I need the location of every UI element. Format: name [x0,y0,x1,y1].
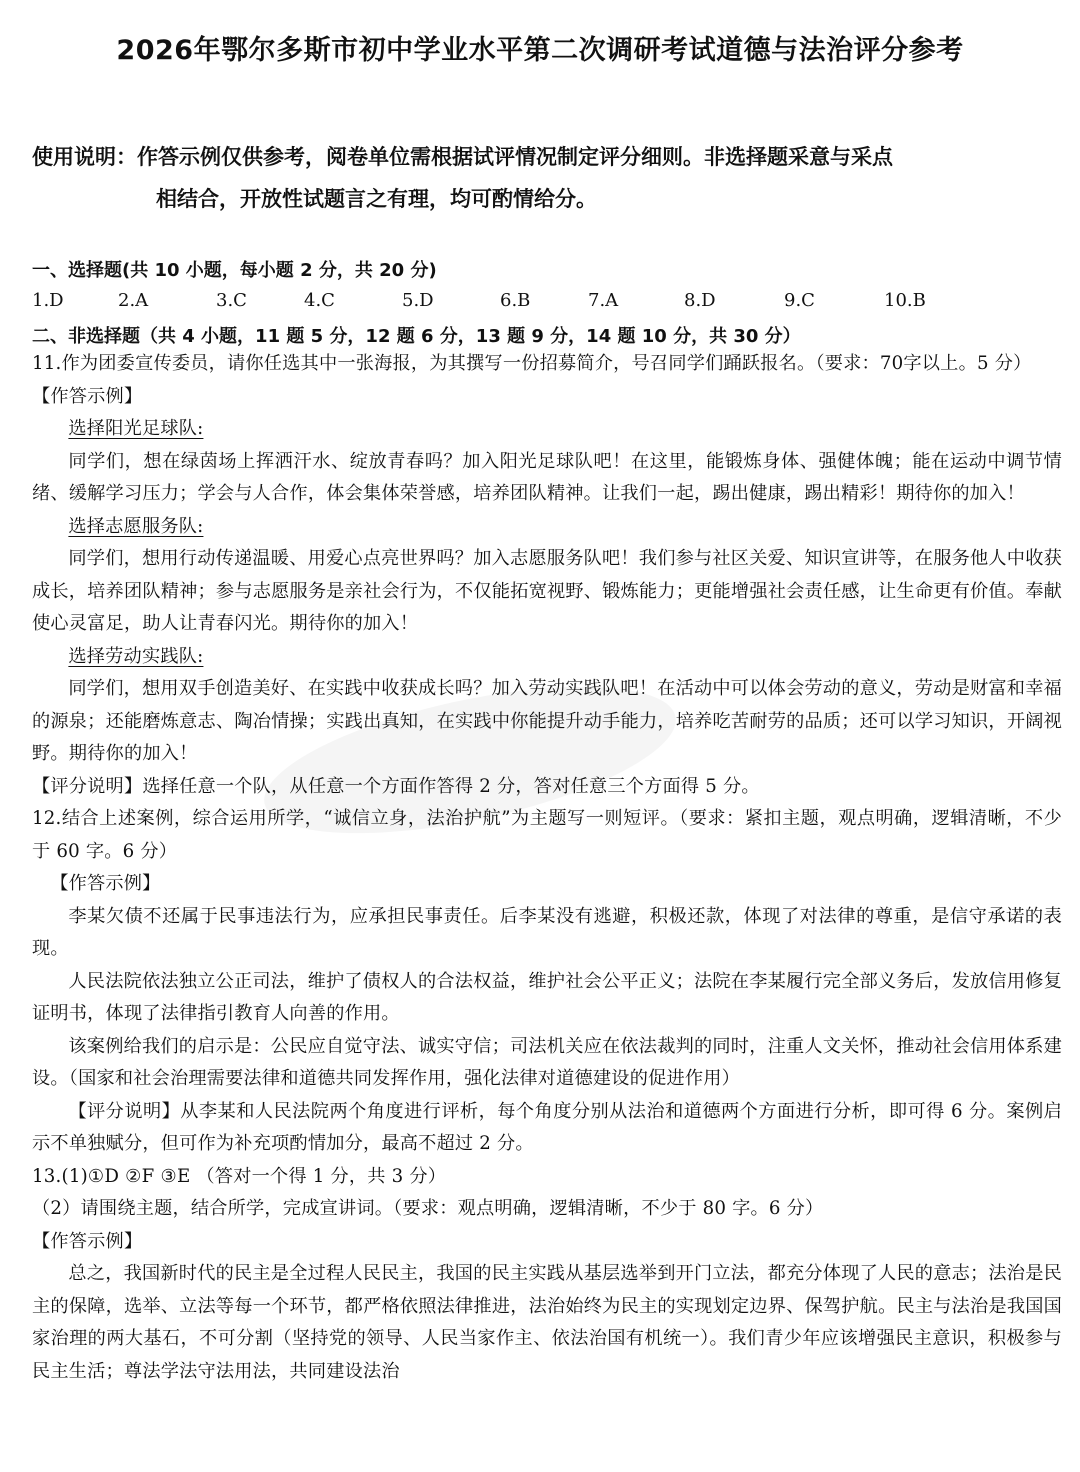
usage-note [32,136,1060,220]
answer-body [32,348,1062,1388]
answer-9: 9.C [784,290,815,311]
q11-question: 11.作为团委宣传委员，请你任选其中一张海报，为其撰写一份招募简介，号召同学们踊跃报名。（要求：70字以上。5 分） [32,353,1032,374]
q13-example-label: 【作答示例】 [32,1230,143,1252]
answer-3: 3.C [216,290,247,311]
q12-question: 12.结合上述案例，综合运用所学，“诚信立身，法治护航”为主题写一则短评。（要求：紧扣主题，观点明确，逻辑清晰，不少于 60 字。6 分） [32,808,1062,862]
section-heading-nonchoice: 二、非选择题（共 4 小题，11 题 5 分，12 题 6 分，13 题 9 分，14 题 10 分，共 30 分） [32,326,801,347]
answer-7: 7.A [588,290,619,311]
document-title: 2026年鄂尔多斯市初中学业水平第二次调研考试道德与法治评分参考 [116,35,964,66]
answer-5: 5.D [402,290,434,311]
usage-note-line2: 相结合，开放性试题言之有理，均可酌情给分。 [156,187,597,211]
q11-scoring: 【评分说明】选择任意一个队，从任意一个方面作答得 2 分，答对任意三个方面得 5 分。 [32,775,760,797]
answer-6: 6.B [500,290,531,311]
q11-option2-title: 选择志愿服务队: [68,515,204,537]
q13-part2: （2）请围绕主题，结合所学，完成宣讲词。（要求：观点明确，逻辑清晰，不少于 80 字。6 分） [32,1198,824,1219]
q11-option3-title: 选择劳动实践队: [68,645,204,667]
q12-paragraph-3: 该案例给我们的启示是：公民应自觉守法、诚实守信；司法机关应在依法裁判的同时，注重人文关怀，推动社会信用体系建设。（国家和社会治理需要法律和道德共同发挥作用，强化法律对道德建设的促进作用） [32,1035,1062,1089]
usage-note-line1: 使用说明：作答示例仅供参考，阅卷单位需根据试评情况制定评分细则。非选择题采意与采点 [32,145,893,169]
section-heading-choice: 一、选择题(共 10 小题，每小题 2 分，共 20 分) [32,260,437,281]
answer-2: 2.A [118,290,149,311]
q12-paragraph-1: 李某欠债不还属于民事违法行为，应承担民事责任。后李某没有逃避，积极还款，体现了对法律的尊重，是信守承诺的表现。 [32,905,1062,959]
answer-1: 1.D [32,290,64,311]
q11-option1-title: 选择阳光足球队: [68,418,204,439]
q12-paragraph-2: 人民法院依法独立公正司法，维护了债权人的合法权益，维护社会公平正义；法院在李某履行完全部义务后，发放信用修复证明书，体现了法律指引教育人向善的作用。 [32,970,1062,1024]
q13-paragraph-1: 总之，我国新时代的民主是全过程人民民主，我国的民主实践从基层选举到开门立法，都充分体现了人民的意志；法治是民主的保障，选举、立法等每一个环节，都严格依照法律推进，法治始终为民主的实现划定边界、保驾护航。民主与法治是我国国家治理的两大基石，不可分割（坚持党的领导、人民当家作主、依法治国有机统一）。我们青少年应该增强民主意识，积极参与民主生活；尊法学法守法用法，共同建设法治 [32,1263,1062,1382]
q11-example-label: 【作答示例】 [32,385,143,407]
answer-8: 8.D [684,290,716,311]
q11-option2-text: 同学们，想用行动传递温暖、用爱心点亮世界吗？加入志愿服务队吧！我们参与社区关爱、知识宣讲等，在服务他人中收获成长，培养团队精神；参与志愿服务是亲社会行为，不仅能拓宽视野、锻炼能力；更能增强社会责任感，让生命更有价值。奉献使心灵富足，助人让青春闪光。期待你的加入！ [32,548,1062,634]
q11-option1-text: 同学们，想在绿茵场上挥洒汗水、绽放青春吗？加入阳光足球队吧！在这里，能锻炼身体、强健体魄；能在运动中调节情绪、缓解学习压力；学会与人合作，体会集体荣誉感，培养团队精神。让我们一起，踢出健康，踢出精彩！期待你的加入！ [32,450,1062,504]
q13-part1: 13.(1)①D ②F ③E （答对一个得 1 分，共 3 分） [32,1165,447,1187]
q11-option3-text: 同学们，想用双手创造美好、在实践中收获成长吗？加入劳动实践队吧！在活动中可以体会劳动的意义，劳动是财富和幸福的源泉；还能磨炼意志、陶冶情操；实践出真知，在实践中你能提升动手能力，培养吃苦耐劳的品质；还可以学习知识，开阔视野。期待你的加入！ [32,678,1062,764]
q12-scoring: 【评分说明】从李某和人民法院两个角度进行评析，每个角度分别从法治和道德两个方面进行分析，即可得 6 分。案例启示不单独赋分，但可作为补充项酌情加分，最高不超过 2 分。 [32,1100,1062,1154]
q12-example-label: 【作答示例】 [50,873,161,894]
answer-4: 4.C [304,290,335,311]
answer-10: 10.B [884,290,926,311]
